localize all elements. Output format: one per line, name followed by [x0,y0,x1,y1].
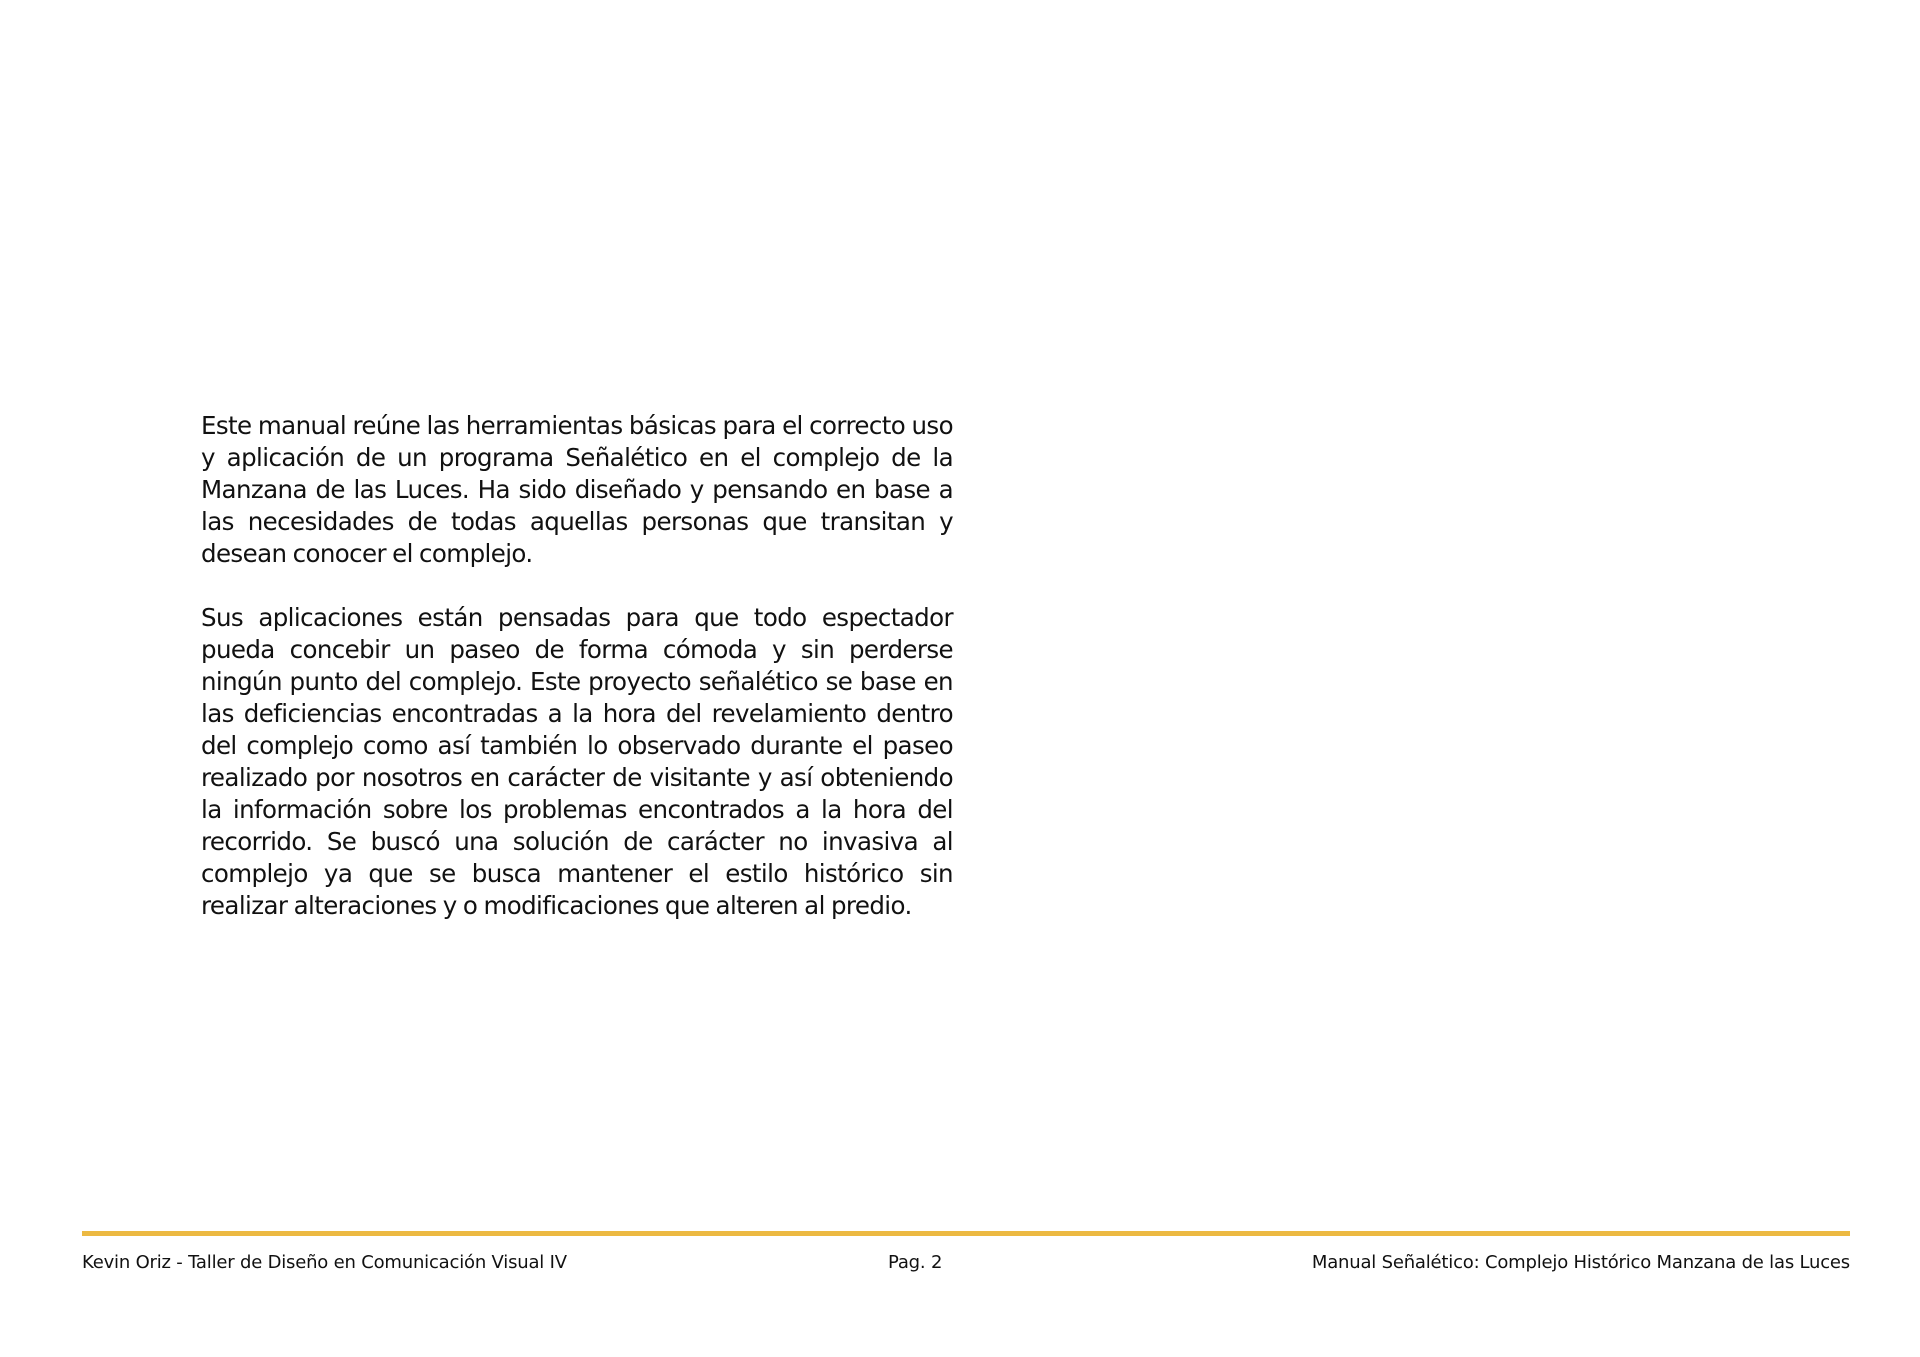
page-number: Pag. 2 [888,1252,943,1273]
footer-divider [82,1231,1850,1236]
footer-document-title: Manual Señalético: Complejo Histórico Manzana de las Luces [1311,1252,1850,1273]
footer-author: Kevin Oriz - Taller de Diseño en Comunicación Visual IV [82,1252,567,1273]
applications-paragraph: Sus aplicaciones están pensadas para que todo espectador pueda concebir un paseo de forma cómoda y sin perderse ningún punto del complejo. Este proyecto señalético se base en las deficiencias encontradas a la hora del revelamiento dentro del complejo como así también lo observado durante el paseo realizado por nosotros en carácter de visitante y así obteniendo la información sobre los problemas encontrados a la hora del recorrido. Se buscó una solución de carácter no invasiva al complejo ya que se busca mantener el estilo histórico sin realizar alteraciones y o modificaciones que alteren al predio. [201,603,953,920]
body-text [201,410,953,922]
intro-paragraph: Este manual reúne las herramientas básicas para el correcto uso y aplicación de un programa Señalético en el complejo de la Manzana de las Luces. Ha sido diseñado y pensando en base a las necesidades de todas aquellas personas que transitan y desean conocer el complejo. [201,411,953,568]
